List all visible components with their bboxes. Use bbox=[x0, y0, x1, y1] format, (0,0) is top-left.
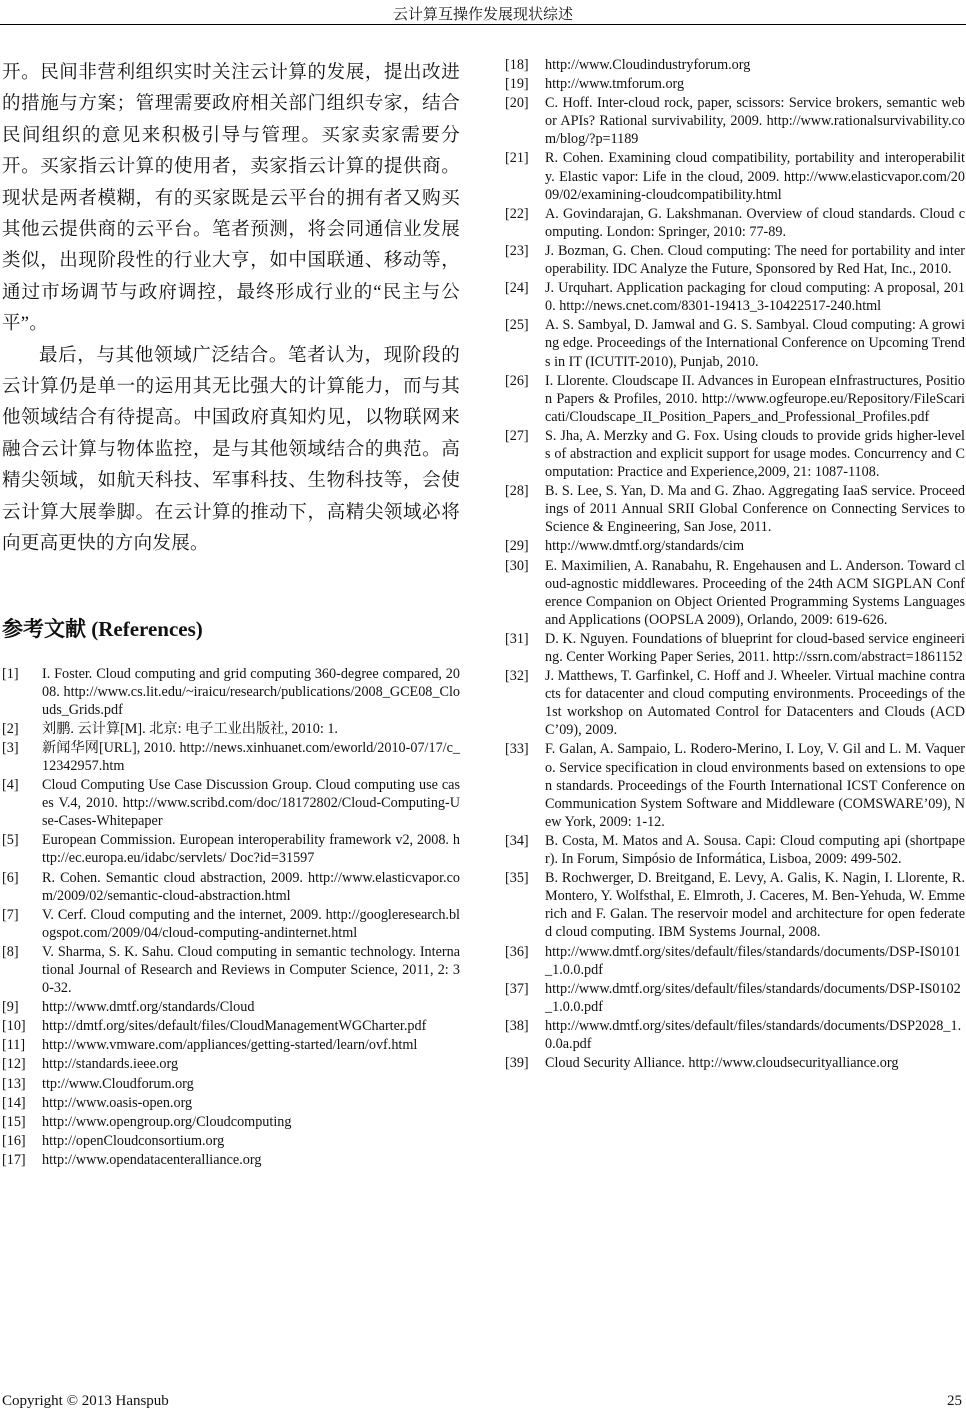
reference-item bbox=[505, 557, 965, 629]
reference-item bbox=[2, 831, 460, 867]
reference-text: F. Galan, A. Sampaio, L. Rodero-Merino, I. Loy, V. Gil and L. M. Vaquero. Service specification in cloud environments based on extensions to open standards. Proceedings of the Fourth International ICST Conference on Communication System Software and Middleware (COMSWARE’09), New York, 2009: 1-12. bbox=[545, 741, 965, 830]
reference-text: http://www.vmware.com/appliances/getting-started/learn/ovf.html bbox=[42, 1037, 418, 1054]
reference-item bbox=[2, 1113, 460, 1131]
reference-item bbox=[2, 906, 460, 942]
reference-number: [33] bbox=[505, 741, 529, 758]
reference-item bbox=[505, 869, 965, 941]
reference-item bbox=[2, 998, 460, 1016]
reference-text: I. Foster. Cloud computing and grid computing 360-degree compared, 2008. http://www.cs.lit.edu/~iraicu/research/publications/2008_GCE08_Clouds_Grids.pdf bbox=[42, 665, 460, 718]
reference-text: J. Urquhart. Application packaging for cloud computing: A proposal, 2010. http://news.cnet.com/8301-19413_3-10422517-240.html bbox=[545, 280, 965, 315]
reference-text: C. Hoff. Inter-cloud rock, paper, scissors: Service brokers, semantic web or APIs? Rational survivability, 2009. http://www.rationalsurvivability.com/blog/?p=1189 bbox=[545, 95, 965, 148]
reference-text: http://www.opendatacenteralliance.org bbox=[42, 1151, 262, 1168]
reference-item bbox=[505, 279, 965, 315]
reference-item bbox=[2, 739, 460, 775]
reference-text: http://www.Cloudindustryforum.org bbox=[545, 57, 751, 73]
reference-item bbox=[2, 1075, 460, 1093]
reference-text: http://openCloudconsortium.org bbox=[42, 1132, 225, 1149]
reference-item bbox=[505, 316, 965, 370]
reference-item bbox=[2, 1036, 460, 1054]
reference-text: Cloud Computing Use Case Discussion Group. Cloud computing use cases V.4, 2010. http://www.scribd.com/doc/18172802/Cloud-Computing-Use-Cases-Whitepaper bbox=[42, 777, 460, 830]
reference-item bbox=[2, 1132, 460, 1150]
reference-item bbox=[505, 372, 965, 426]
reference-text: V. Sharma, S. K. Sahu. Cloud computing in semantic technology. International Journal of Research and Reviews in Computer Science, 2011, 2: 30-32. bbox=[42, 943, 460, 997]
reference-item bbox=[505, 149, 965, 203]
reference-number: [36] bbox=[505, 943, 529, 960]
reference-item bbox=[505, 537, 965, 555]
reference-text: S. Jha, A. Merzky and G. Fox. Using clouds to provide grids higher-levels of abstraction and explicit support for usage modes. Concurrency and Computation: Practice and Experience,2009, 21: 1087-1108. bbox=[545, 427, 965, 481]
reference-number: [20] bbox=[505, 95, 529, 112]
reference-text: European Commission. European interoperability framework v2, 2008. http://ec.europa.eu/idabc/servlets/ Doc?id=31597 bbox=[42, 832, 460, 867]
reference-number: [17] bbox=[2, 1151, 26, 1168]
reference-text: http://www.tmforum.org bbox=[545, 76, 685, 93]
references-heading: 参考文献 (References) bbox=[2, 616, 203, 641]
reference-text: http://www.oasis-open.org bbox=[42, 1094, 193, 1111]
reference-number: [22] bbox=[505, 205, 529, 222]
reference-number: [32] bbox=[505, 668, 529, 685]
reference-list-left bbox=[2, 665, 460, 1170]
reference-item bbox=[2, 1151, 460, 1169]
reference-item bbox=[505, 832, 965, 868]
reference-number: [24] bbox=[505, 280, 529, 297]
body-paragraph: 最后，与其他领域广泛结合。笔者认为，现阶段的云计算仍是单一的运用其无比强大的计算能力，而与其他领域结合有待提高。中国政府真知灼见，以物联网来融合云计算与物体监控，是与其他领域结合的典范。高精尖领域，如航天科技、军事科技、生物科技等，会使云计算大展拳脚。在云计算的推动下，高精尖领域必将向更高更快的方向发展。 bbox=[2, 345, 460, 555]
reference-number: [15] bbox=[2, 1113, 26, 1130]
reference-number: [10] bbox=[2, 1018, 26, 1035]
reference-item bbox=[2, 665, 460, 719]
reference-item bbox=[505, 427, 965, 481]
reference-item bbox=[505, 667, 965, 739]
reference-number: [31] bbox=[505, 630, 529, 647]
reference-number: [35] bbox=[505, 870, 529, 887]
reference-text: B. Costa, M. Matos and A. Sousa. Capi: Cloud computing api (shortpaper). In Forum, Simpósio de Informática, Lisboa, 2009: 499-502. bbox=[545, 832, 965, 868]
reference-text: 刘鹏. 云计算[M]. 北京: 电子工业出版社, 2010: 1. bbox=[42, 720, 338, 737]
reference-text: http://www.dmtf.org/sites/default/files/standards/documents/DSP2028_1.0.0a.pdf bbox=[545, 1017, 962, 1052]
body-paragraph: 开。民间非营利组织实时关注云计算的发展，提出改进的措施与方案；管理需要政府相关部门组织专家，结合民间组织的意见来积极引导与管理。买家卖家需要分开。买家指云计算的使用者，卖家指云计算的提供商。现状是两者模糊，有的买家既是云平台的拥有者又购买其他云提供商的云平台。笔者预测，将会同通信业发展类似，出现阶段性的行业大亨，如中国联通、移动等，通过市场调节与政府调控，最终形成行业的“民主与公平”。 bbox=[2, 63, 460, 335]
reference-number: [12] bbox=[2, 1056, 26, 1073]
reference-number: [27] bbox=[505, 427, 529, 444]
reference-text: http://www.dmtf.org/standards/Cloud bbox=[42, 999, 255, 1016]
reference-text: B. Rochwerger, D. Breitgand, E. Levy, A. Galis, K. Nagin, I. Llorente, R. Montero, Y. Wolfsthal, E. Elmroth, J. Caceres, M. Ben-Yehuda, W. Emmerich and F. Galan. The reservoir model and architecture for open federated cloud computing. IBM Systems Journal, 2008. bbox=[545, 870, 965, 941]
reference-number: [6] bbox=[2, 869, 19, 886]
reference-item bbox=[2, 1055, 460, 1073]
reference-number: [25] bbox=[505, 317, 529, 334]
reference-text: http://www.dmtf.org/standards/cim bbox=[545, 538, 744, 555]
reference-number: [5] bbox=[2, 832, 19, 849]
reference-item bbox=[505, 630, 965, 666]
header-divider bbox=[0, 24, 966, 25]
reference-number: [11] bbox=[2, 1037, 26, 1054]
reference-text: R. Cohen. Examining cloud compatibility, portability and interoperability. Elastic vapor: Life in the cloud, 2009. http://www.elasticvapor.com/2009/02/examining-cloudcompatibility.html bbox=[545, 150, 965, 203]
reference-text: D. K. Nguyen. Foundations of blueprint for cloud-based service engineering. Center Working Paper Series, 2011. http://ssrn.com/abstract=1861152 bbox=[545, 630, 965, 665]
reference-number: [18] bbox=[505, 57, 529, 73]
reference-number: [37] bbox=[505, 980, 529, 997]
reference-text: E. Maximilien, A. Ranabahu, R. Engehausen and L. Anderson. Toward cloud-agnostic middlewares. Proceeding of the 24th ACM SIGPLAN Conference Companion on Object Oriented Programming Systems Languages and Applications (OOPSLA 2009), Orlando, 2009: 619-626. bbox=[545, 557, 965, 628]
reference-number: [28] bbox=[505, 483, 529, 500]
reference-text: R. Cohen. Semantic cloud abstraction, 2009. http://www.elasticvapor.com/2009/02/semantic-cloud-abstraction.html bbox=[42, 869, 460, 904]
reference-item bbox=[505, 94, 965, 148]
reference-number: [9] bbox=[2, 999, 19, 1016]
reference-text: V. Cerf. Cloud computing and the internet, 2009. http://googleresearch.blogspot.com/2009/04/cloud-computing-andinternet.html bbox=[42, 906, 460, 941]
reference-item bbox=[505, 482, 965, 536]
reference-text: A. S. Sambyal, D. Jamwal and G. S. Sambyal. Cloud computing: A growing edge. Proceedings of the International Conference on Upcoming Trends in IT (ICUTIT-2010), Punjab, 2010. bbox=[545, 317, 965, 370]
reference-item bbox=[2, 776, 460, 830]
reference-item bbox=[2, 720, 460, 738]
reference-item bbox=[505, 1017, 965, 1053]
reference-number: [30] bbox=[505, 557, 529, 574]
reference-text: http://www.opengroup.org/Cloudcomputing bbox=[42, 1113, 292, 1130]
reference-item bbox=[2, 1017, 460, 1035]
reference-number: [4] bbox=[2, 777, 19, 794]
reference-number: [19] bbox=[505, 76, 529, 93]
reference-item bbox=[505, 56, 965, 74]
reference-number: [16] bbox=[2, 1132, 26, 1149]
reference-item bbox=[2, 869, 460, 905]
reference-item bbox=[505, 943, 965, 979]
copyright-notice: Copyright © 2013 Hanspub bbox=[2, 1393, 169, 1409]
reference-number: [14] bbox=[2, 1094, 26, 1111]
reference-text: B. S. Lee, S. Yan, D. Ma and G. Zhao. Aggregating IaaS service. Proceedings of 2011 Annual SRII Global Conference on Connecting Services to Science & Engineering, San Jose, 2011. bbox=[545, 483, 965, 536]
reference-number: [39] bbox=[505, 1055, 529, 1072]
reference-number: [21] bbox=[505, 150, 529, 167]
reference-item bbox=[505, 980, 965, 1016]
left-column bbox=[2, 58, 460, 1170]
reference-text: 新闻华网[URL], 2010. http://news.xinhuanet.com/eworld/2010-07/17/c_12342957.htm bbox=[42, 739, 460, 774]
reference-text: Cloud Security Alliance. http://www.cloudsecurityalliance.org bbox=[545, 1055, 899, 1072]
reference-number: [29] bbox=[505, 538, 529, 555]
reference-item bbox=[505, 205, 965, 241]
reference-text: http://dmtf.org/sites/default/files/CloudManagementWGCharter.pdf bbox=[42, 1018, 427, 1035]
reference-item bbox=[505, 1054, 965, 1072]
reference-list-right bbox=[505, 56, 965, 1072]
reference-item bbox=[2, 1094, 460, 1112]
reference-number: [8] bbox=[2, 943, 19, 960]
reference-number: [23] bbox=[505, 242, 529, 259]
reference-number: [38] bbox=[505, 1017, 529, 1034]
running-header: 云计算互操作发展现状综述 bbox=[392, 7, 573, 23]
reference-text: A. Govindarajan, G. Lakshmanan. Overview of cloud standards. Cloud computing. London: Springer, 2010: 77-89. bbox=[545, 205, 965, 240]
reference-text: I. Llorente. Cloudscape II. Advances in European eInfrastructures, Position Papers & Profiles, 2010. http://www.ogfeurope.eu/Repository/FileScaricati/Cloudscape_II_Position_Papers_and_Professional_Profiles.pdf bbox=[545, 372, 965, 425]
reference-number: [1] bbox=[2, 665, 19, 682]
reference-item bbox=[2, 943, 460, 997]
reference-text: http://www.dmtf.org/sites/default/files/standards/documents/DSP-IS0102_1.0.0.pdf bbox=[545, 980, 961, 1015]
reference-item bbox=[505, 740, 965, 830]
reference-number: [3] bbox=[2, 739, 19, 756]
reference-text: http://www.dmtf.org/sites/default/files/standards/documents/DSP-IS0101_1.0.0.pdf bbox=[545, 943, 961, 978]
right-column bbox=[505, 56, 965, 1073]
page-number: 25 bbox=[947, 1393, 962, 1409]
reference-item bbox=[505, 242, 965, 278]
reference-item bbox=[505, 75, 965, 93]
reference-number: [26] bbox=[505, 372, 529, 389]
reference-text: J. Matthews, T. Garfinkel, C. Hoff and J. Wheeler. Virtual machine contracts for datacenter and cloud computing environments. Proceedings of the 1st workshop on Automated Control for Datacenters and Clouds (ACDC’09), 2009. bbox=[545, 668, 965, 739]
reference-text: ttp://www.Cloudforum.org bbox=[42, 1075, 194, 1092]
reference-number: [34] bbox=[505, 832, 529, 849]
reference-number: [2] bbox=[2, 720, 19, 737]
reference-text: http://standards.ieee.org bbox=[42, 1056, 179, 1073]
reference-number: [7] bbox=[2, 906, 19, 923]
reference-number: [13] bbox=[2, 1075, 26, 1092]
reference-text: J. Bozman, G. Chen. Cloud computing: The need for portability and interoperability. IDC Analyze the Future, Sponsored by Red Hat, Inc., 2010. bbox=[545, 242, 965, 278]
